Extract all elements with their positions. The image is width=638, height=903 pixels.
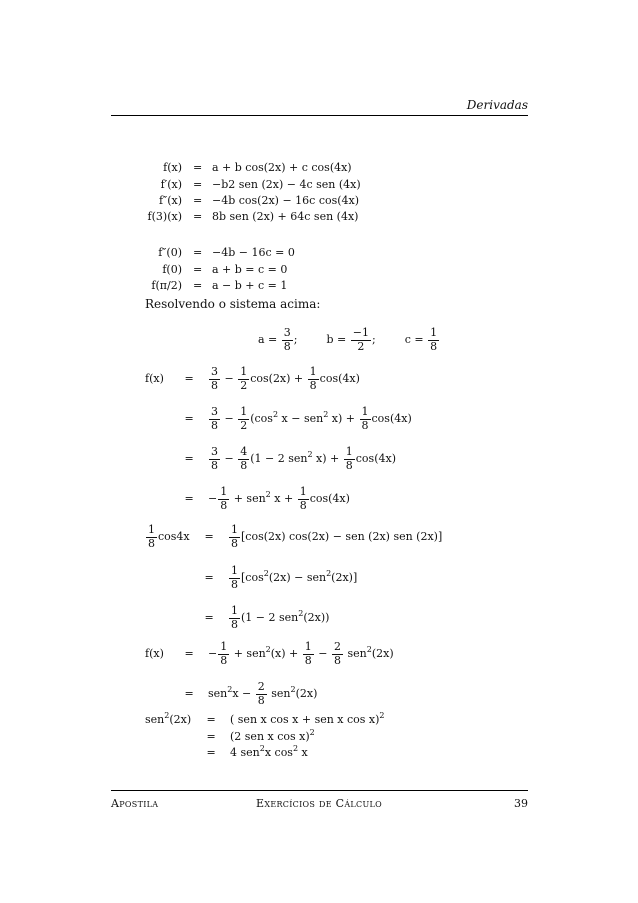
final-row: = 4 sen$^2$x $\cos^2 x$ [206, 744, 308, 759]
eq-rhs: a + b = c = 0 [212, 263, 288, 276]
eq-sign: = [193, 246, 203, 259]
footer-center-text: Exercícios de Cálculo [256, 797, 382, 810]
solution-a-label: a = [258, 333, 278, 347]
eq-lhs: f″(x) [159, 194, 182, 207]
separator: ; [371, 333, 376, 347]
derivation-row: = $\frac{1}{8}$ (1 − 2 sen$^2$(2x)) [204, 604, 330, 631]
final-row: sen$^2$(2x) = ( sen x cos x + sen x cos x)$^2$ [145, 711, 385, 726]
eq-lhs: f(x) [145, 372, 164, 386]
eq-sign: = [184, 687, 194, 701]
eq-sign: = [193, 279, 203, 292]
eq-rhs: −4b cos(2x) − 16c cos(4x) [212, 194, 360, 207]
separator: ; [293, 333, 298, 347]
eq-rhs: −4b − 16c = 0 [212, 246, 295, 259]
eq-sign: = [193, 210, 203, 223]
solution-b-label: b = [326, 333, 347, 347]
eq-sign: = [193, 263, 203, 276]
running-header-title: Derivadas [466, 98, 528, 112]
eq-sign: = [184, 412, 194, 426]
footer-rule [111, 790, 528, 791]
eq-sign: = [206, 713, 216, 726]
derivation-row: = sen$^2$x − $\frac{2}{8}$ sen$^2$(2x) [184, 680, 318, 707]
paragraph-text: Resolvendo o sistema acima: [145, 297, 321, 311]
eq-sign: = [193, 194, 203, 207]
derivation-row: = $\frac{3}{8}$ − $\frac{1}{2}$ ($\cos^2$ x − sen$^2$ x) + $\frac{1}{8}$ cos(4x) [184, 405, 412, 432]
fraction: $\frac{-1}{2}$ [352, 326, 369, 353]
derivation-row: = − $\frac{1}{8}$ + sen$^2$ x + $\frac{1}{8}$ cos(4x) [184, 485, 350, 512]
eq-lhs: f(0) [162, 263, 182, 276]
eq-sign: = [206, 746, 216, 759]
eq-rhs: a − b + c = 1 [212, 279, 288, 292]
page-number: 39 [514, 797, 528, 810]
eq-rhs: a + b cos(2x) + c cos(4x) [212, 161, 352, 174]
solution-values [258, 327, 440, 353]
eq-sign: = [184, 452, 194, 466]
header-rule [111, 115, 528, 116]
fraction: $\frac{3}{8}$ [283, 326, 291, 353]
eq-sign: = [193, 178, 203, 191]
eq-rhs: 8b sen (2x) + 64c sen (4x) [212, 210, 359, 223]
derivation-row: f(x) = − $\frac{1}{8}$ + sen$^2$(x) + $\frac{1}{8}$ − $\frac{2}{8}$ sen$^2$(2x) [145, 640, 394, 667]
derivation-row: = $\frac{1}{8}$ $[\cos^2(2x) - sen^2(2x)]$ [204, 564, 358, 591]
eq-lhs: f″(0) [158, 246, 182, 259]
eq-sign: = [204, 571, 214, 585]
eq-lhs: f(π/2) [151, 279, 182, 292]
derivation-row: = $\frac{3}{8}$ − $\frac{4}{8}$ (1 − 2 sen$^2$ x) + $\frac{1}{8}$ cos(4x) [184, 445, 396, 472]
eq-sign: = [204, 530, 214, 544]
eq-lhs: f(3)(x) [147, 210, 182, 223]
derivation-row: f(x) = $\frac{3}{8}$ − $\frac{1}{2}$ cos(2x) + $\frac{1}{8}$ cos(4x) [145, 365, 360, 392]
eq-sign: = [204, 611, 214, 625]
eq-lhs: f′(x) [160, 178, 182, 191]
eq-sign: = [184, 372, 194, 386]
fraction: $\frac{1}{8}$ [430, 326, 438, 353]
eq-sign: = [184, 492, 194, 506]
eq-sign: = [206, 730, 216, 743]
solution-c-label: c = [404, 333, 424, 347]
eq-sign: = [184, 647, 194, 661]
derivation-row: $\frac{1}{8}$ cos4x = $\frac{1}{8}$ [cos(2x) cos(2x) − sen (2x) sen (2x)] [148, 523, 443, 550]
final-row: = (2 sen x cos x)$^2$ [206, 728, 315, 743]
eq-lhs: f(x) [163, 161, 182, 174]
eq-lhs: f(x) [145, 647, 164, 661]
eq-rhs: −b2 sen (2x) − 4c sen (4x) [212, 178, 361, 191]
footer-left-text: Apostila [111, 797, 159, 810]
eq-sign: = [193, 161, 203, 174]
